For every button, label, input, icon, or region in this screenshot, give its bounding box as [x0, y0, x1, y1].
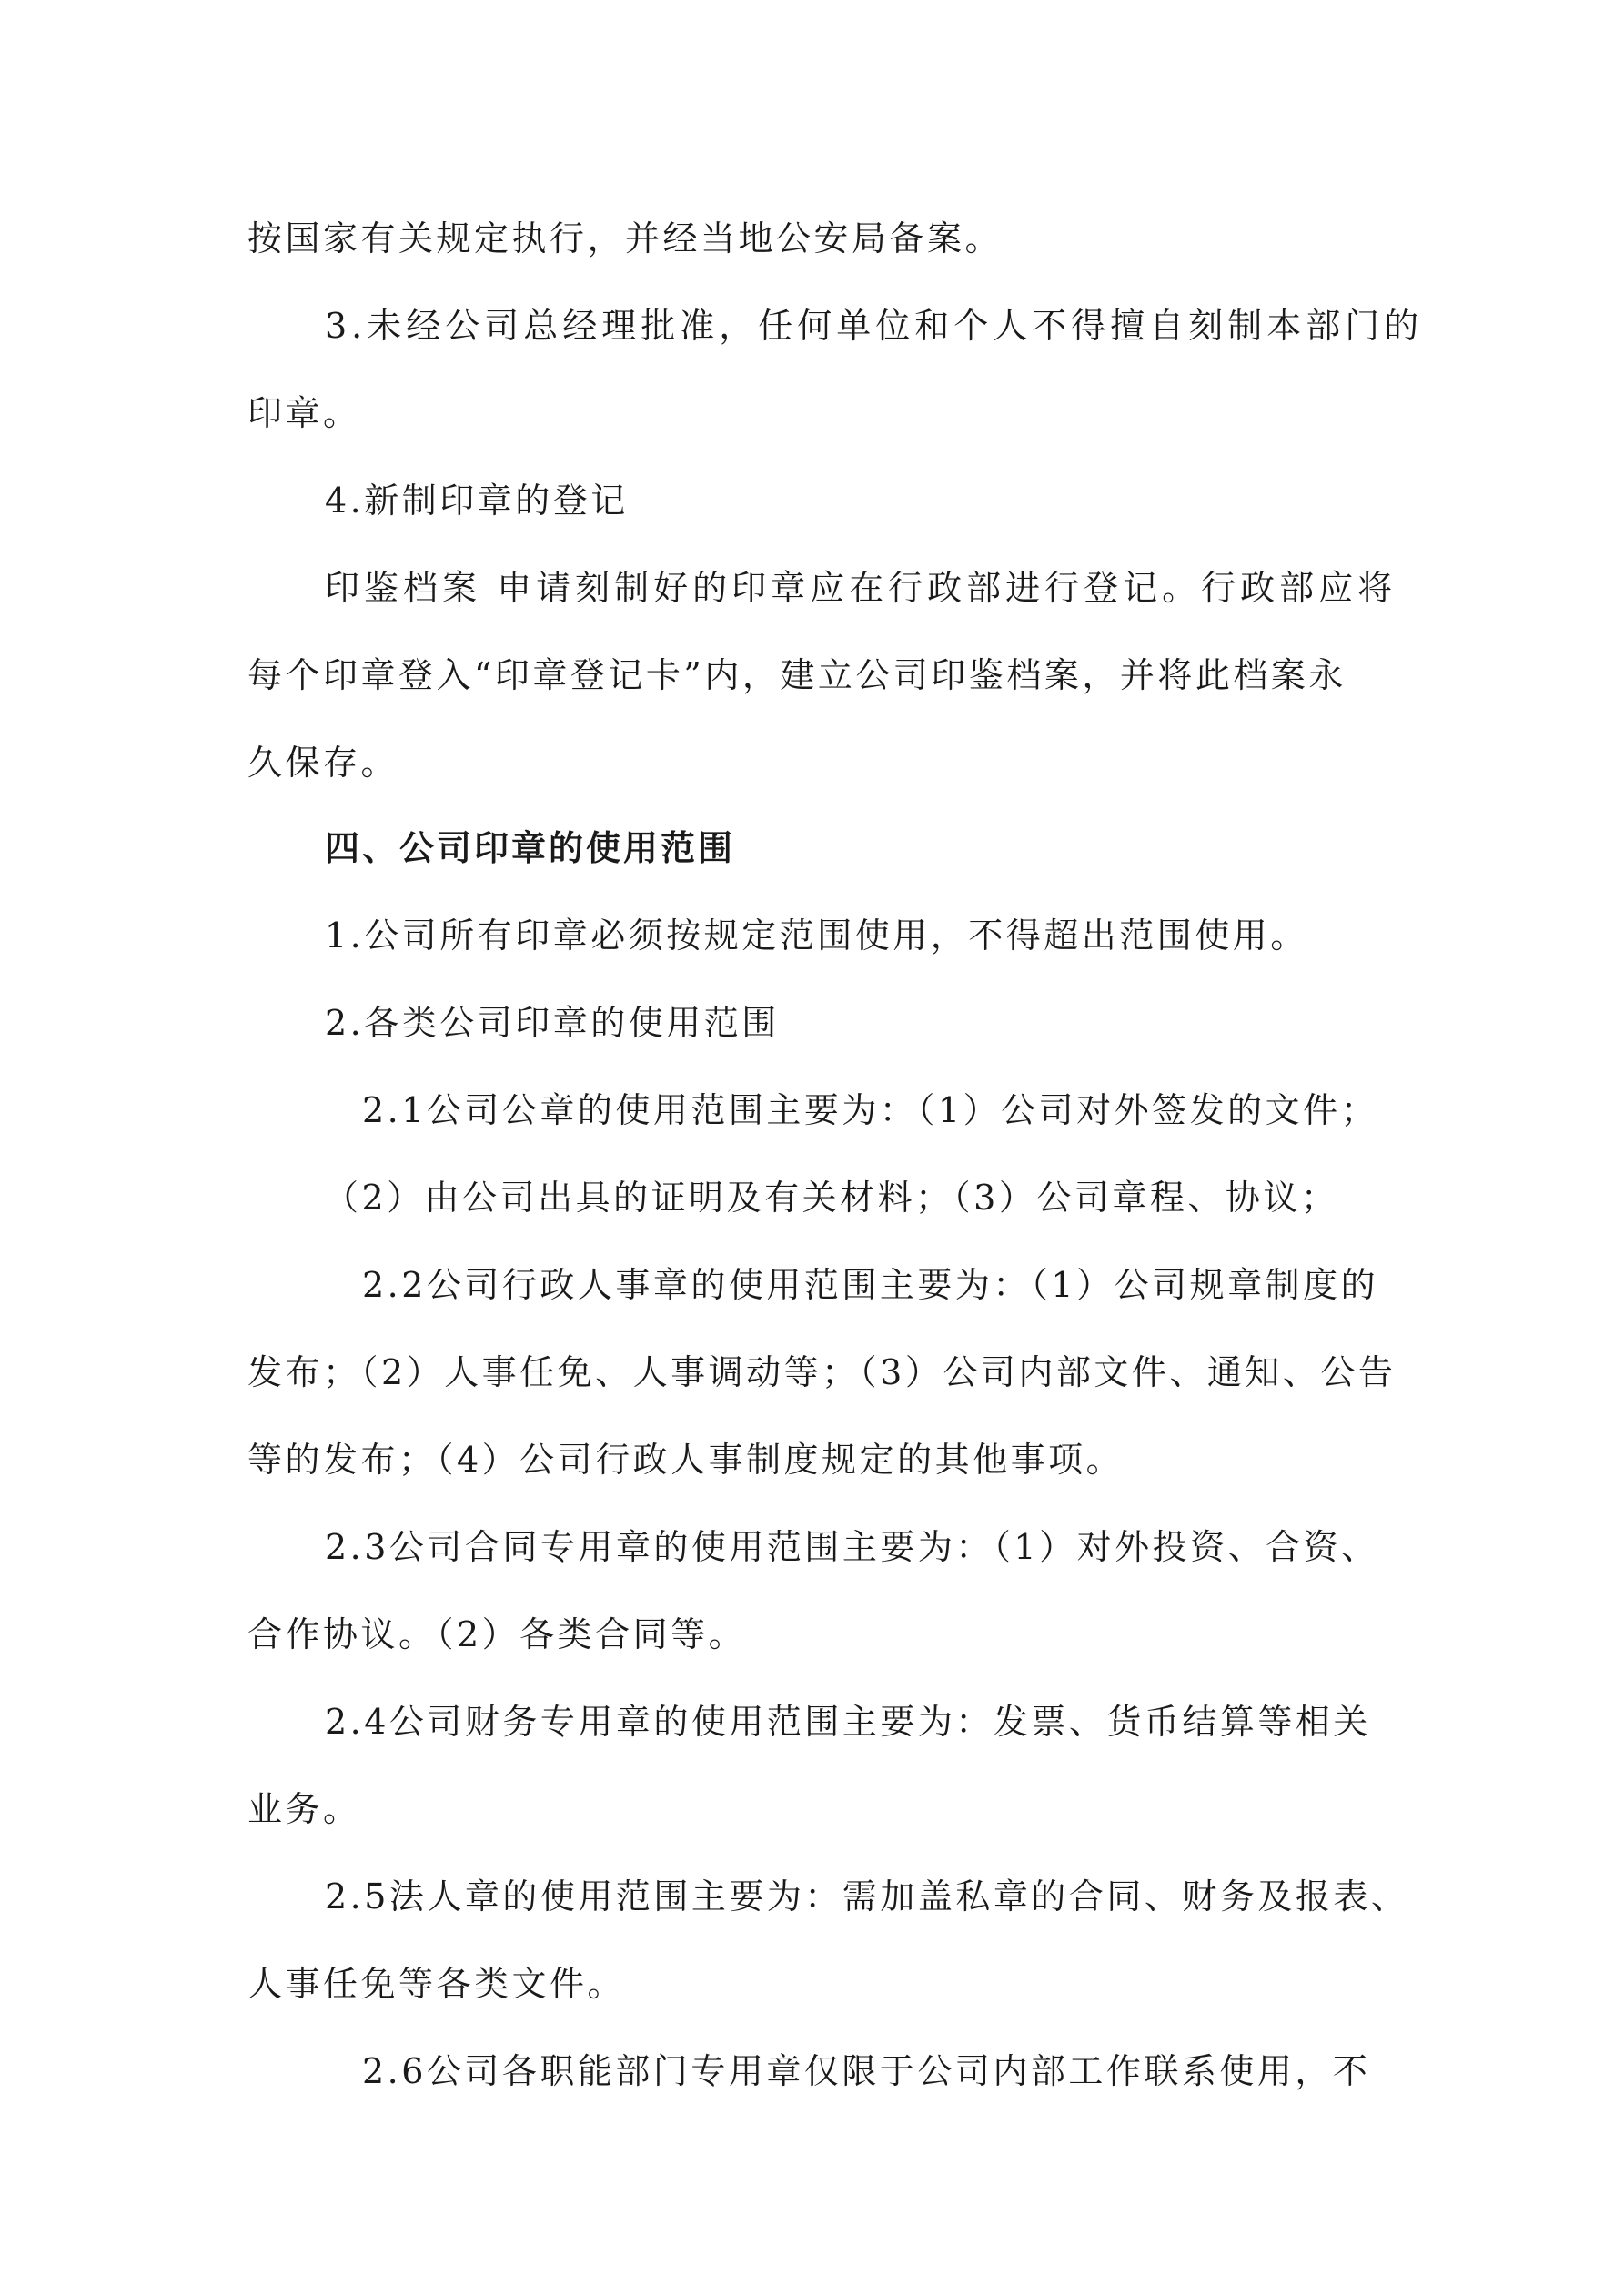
paragraph-line: 等的发布；（4）公司行政人事制度规定的其他事项。 [247, 1440, 1125, 1480]
paragraph-line: 人事任免等各类文件。 [247, 1964, 626, 2004]
paragraph-line: 印鉴档案 申请刻制好的印章应在行政部进行登记。行政部应将 [325, 568, 1397, 608]
paragraph-line: 2.5法人章的使用范围主要为：需加盖私章的合同、财务及报表、 [325, 1876, 1409, 1917]
paragraph-line: 1.公司所有印章必须按规定范围使用，不得超出范围使用。 [325, 915, 1308, 956]
section-heading: 四、公司印章的使用范围 [325, 828, 736, 868]
paragraph-line: 2.3公司合同专用章的使用范围主要为：（1）对外投资、合资、 [325, 1527, 1379, 1567]
paragraph-line: 印章。 [247, 393, 361, 433]
paragraph-line: 4.新制印章的登记 [325, 480, 629, 521]
paragraph-line: 每个印章登入“印章登记卡”内，建立公司印鉴档案，并将此档案永 [247, 655, 1347, 695]
paragraph-line: 按国家有关规定执行，并经当地公安局备案。 [247, 218, 1004, 258]
paragraph-line: 2.各类公司印章的使用范围 [325, 1003, 780, 1043]
paragraph-line: 3.未经公司总经理批准，任何单位和个人不得擅自刻制本部门的 [325, 306, 1424, 346]
paragraph-line: 2.6公司各职能部门专用章仅限于公司内部工作联系使用，不 [362, 2051, 1371, 2091]
paragraph-line: 2.4公司财务专用章的使用范围主要为：发票、货币结算等相关 [325, 1702, 1371, 1742]
paragraph-line: 发布；（2）人事任免、人事调动等；（3）公司内部文件、通知、公告 [247, 1352, 1397, 1392]
paragraph-line: 合作协议。（2）各类合同等。 [247, 1614, 747, 1654]
paragraph-line: 业务。 [247, 1789, 361, 1829]
paragraph-line: 2.1公司公章的使用范围主要为：（1）公司对外签发的文件； [362, 1090, 1379, 1130]
paragraph-line: （2）由公司出具的证明及有关材料；（3）公司章程、协议； [324, 1178, 1339, 1218]
paragraph-line: 久保存。 [247, 743, 399, 783]
paragraph-line: 2.2公司行政人事章的使用范围主要为：（1）公司规章制度的 [362, 1265, 1379, 1305]
